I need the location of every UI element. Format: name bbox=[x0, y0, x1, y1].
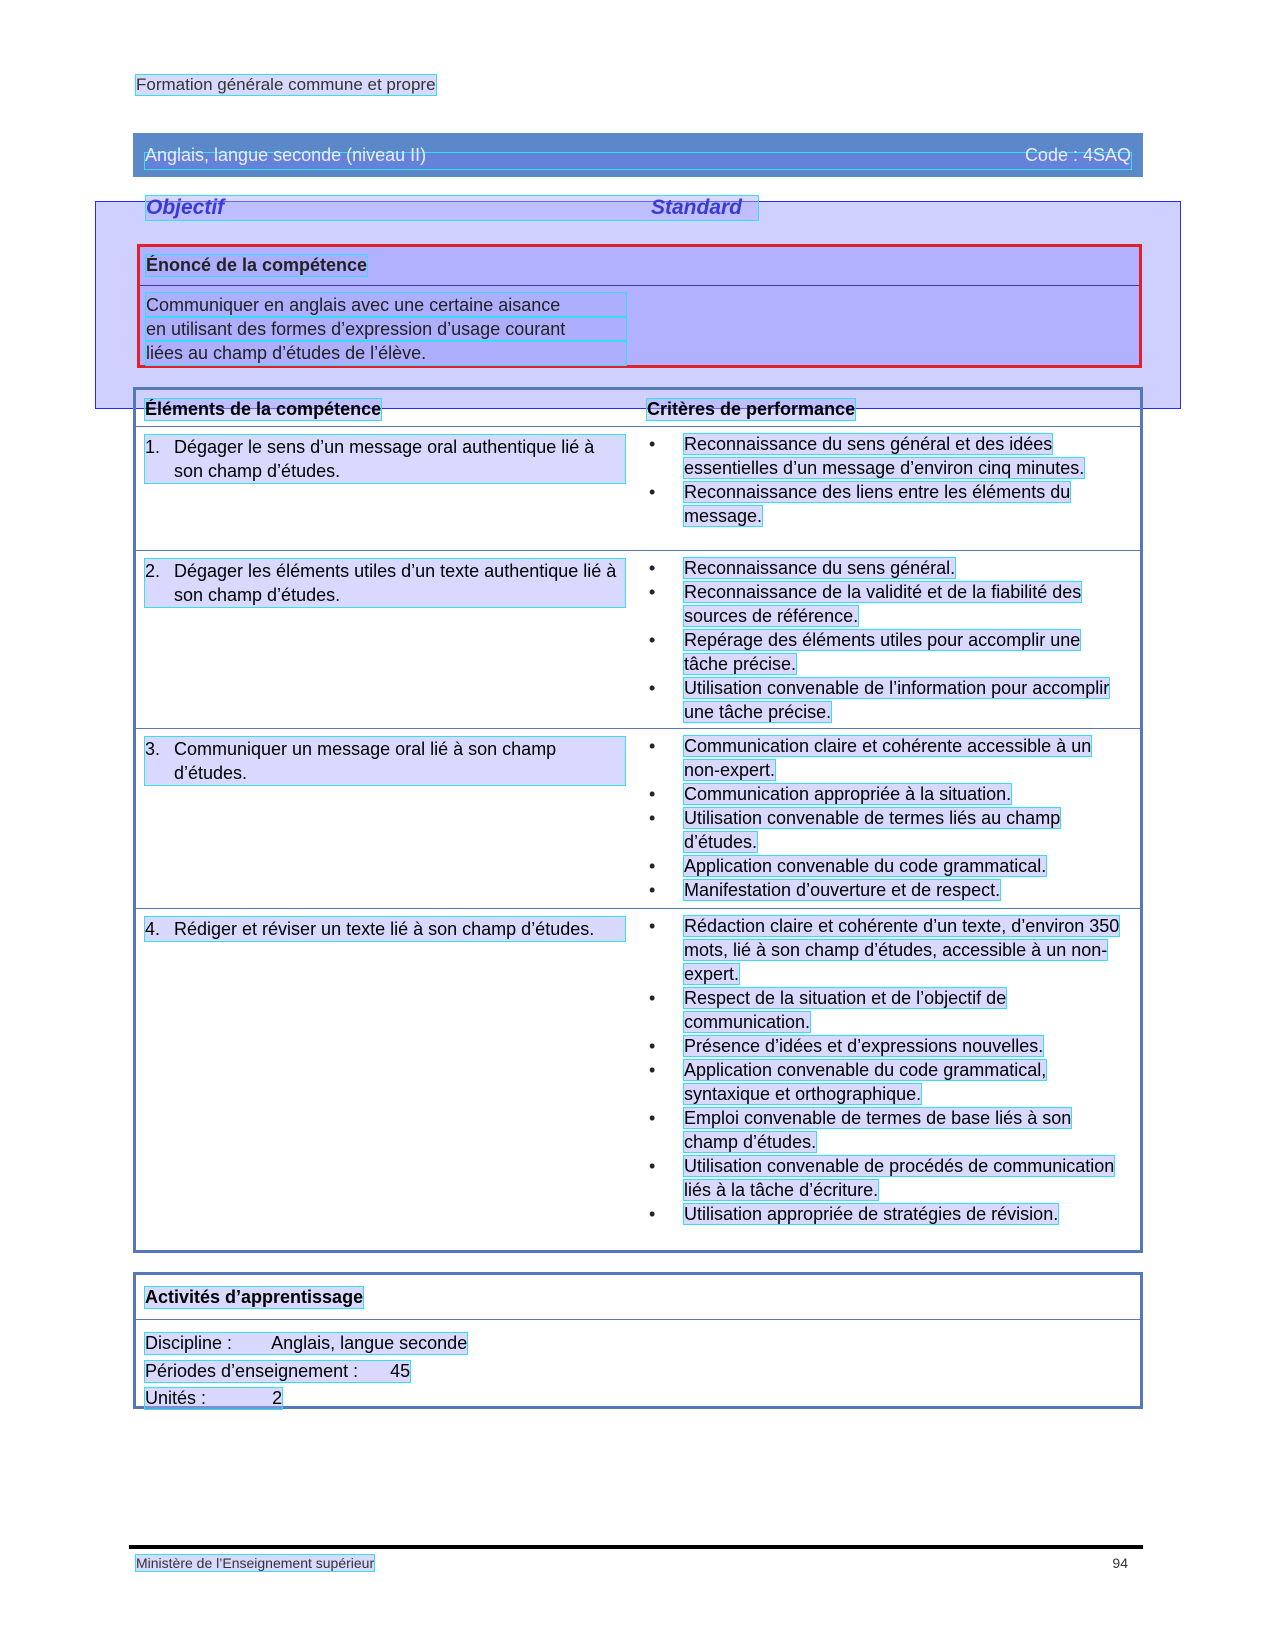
competency-line: liées au champ d’études de l’élève. bbox=[146, 341, 626, 365]
bullet-icon: • bbox=[649, 880, 656, 900]
criterion: • Communication claire et cohérente accessible à un non-expert. bbox=[649, 736, 1092, 780]
bullet-icon: • bbox=[649, 1060, 656, 1080]
criterion: • Respect de la situation et de l’objectif de communication. bbox=[649, 988, 1007, 1032]
element-text: Dégager le sens d’un message oral authentique lié à son champ d’études. bbox=[145, 435, 625, 483]
competency-line: en utilisant des formes d’expression d’usage courant bbox=[146, 317, 626, 341]
competency-title: Énoncé de la compétence bbox=[146, 255, 368, 275]
element-text: Communiquer un message oral lié à son champ d’études. bbox=[145, 737, 625, 785]
footer-ministry: Ministère de l’Enseignement supérieur bbox=[136, 1555, 375, 1571]
bullet-icon: • bbox=[649, 856, 656, 876]
element-cell bbox=[145, 917, 625, 941]
bullet-icon: • bbox=[649, 434, 656, 454]
element-number: 4. bbox=[145, 919, 161, 939]
element-text: Rédiger et réviser un texte lié à son champ d’études. bbox=[145, 917, 625, 941]
competency-line: Communiquer en anglais avec une certaine aisance bbox=[146, 293, 626, 317]
criterion: • Reconnaissance du sens général et des idées essentielles d’un message d’environ cinq minutes. bbox=[649, 434, 1085, 478]
criterion: • Manifestation d’ouverture et de respect. bbox=[649, 880, 1001, 900]
criterion: • Application convenable du code grammatical. bbox=[649, 856, 1047, 876]
criterion: • Communication appropriée à la situation. bbox=[649, 784, 1012, 804]
discipline-line bbox=[145, 1333, 467, 1354]
page-number: 94 bbox=[1112, 1555, 1128, 1571]
footer-rule bbox=[129, 1545, 1143, 1549]
course-name: Anglais, langue seconde (niveau II) bbox=[145, 145, 427, 165]
divider bbox=[136, 1319, 1140, 1320]
bullet-icon: • bbox=[649, 1108, 656, 1128]
table-row bbox=[136, 550, 1140, 729]
criteria-list bbox=[647, 432, 1127, 528]
criterion: • Reconnaissance de la validité et de la fiabilité des sources de référence. bbox=[649, 582, 1082, 626]
criterion: • Repérage des éléments utiles pour accomplir une tâche précise. bbox=[649, 630, 1081, 674]
bullet-icon: • bbox=[649, 736, 656, 756]
bullet-icon: • bbox=[649, 916, 656, 936]
element-cell bbox=[145, 559, 625, 607]
bullet-icon: • bbox=[649, 808, 656, 828]
units-label: Unités : bbox=[145, 1388, 207, 1408]
criteria-list bbox=[647, 734, 1127, 902]
criterion: • Reconnaissance des liens entre les éléments du message. bbox=[649, 482, 1071, 526]
criteria-header: Critères de performance bbox=[647, 399, 856, 419]
table-row bbox=[136, 426, 1140, 551]
bullet-icon: • bbox=[649, 1036, 656, 1056]
activities-title: Activités d’apprentissage bbox=[145, 1287, 364, 1307]
periods-label: Périodes d’enseignement : bbox=[145, 1361, 359, 1381]
element-cell bbox=[145, 737, 625, 785]
discipline-label: Discipline : bbox=[145, 1333, 233, 1353]
elements-header: Éléments de la compétence bbox=[145, 399, 382, 419]
criterion: • Utilisation convenable de termes liés au champ d’études. bbox=[649, 808, 1061, 852]
standard-heading: Standard bbox=[651, 196, 743, 219]
units-line bbox=[145, 1388, 282, 1409]
criterion: • Emploi convenable de termes de base liés à son champ d’études. bbox=[649, 1108, 1072, 1152]
course-code: Code : 4SAQ bbox=[1024, 145, 1131, 165]
bullet-icon: • bbox=[649, 482, 656, 502]
criterion: • Utilisation appropriée de stratégies de révision. bbox=[649, 1204, 1059, 1224]
bullet-icon: • bbox=[649, 582, 656, 602]
criteria-list bbox=[647, 556, 1127, 724]
bullet-icon: • bbox=[649, 1156, 656, 1176]
discipline-value: Anglais, langue seconde bbox=[271, 1333, 468, 1353]
course-banner bbox=[133, 133, 1143, 177]
periods-value: 45 bbox=[390, 1361, 411, 1381]
bullet-icon: • bbox=[649, 678, 656, 698]
divider bbox=[140, 285, 1139, 286]
units-value: 2 bbox=[272, 1388, 283, 1408]
table-row bbox=[136, 728, 1140, 909]
criterion: • Reconnaissance du sens général. bbox=[649, 558, 956, 578]
periods-line bbox=[145, 1361, 410, 1382]
performance-table bbox=[133, 387, 1143, 1253]
criterion: • Utilisation convenable de l’information pour accomplir une tâche précise. bbox=[649, 678, 1110, 722]
element-text: Dégager les éléments utiles d’un texte authentique lié à son champ d’études. bbox=[145, 559, 625, 607]
bullet-icon: • bbox=[649, 630, 656, 650]
bullet-icon: • bbox=[649, 1204, 656, 1224]
criterion: • Rédaction claire et cohérente d’un texte, d’environ 350 mots, lié à son champ d’études, accessible à un non-expert. bbox=[649, 916, 1120, 984]
element-number: 3. bbox=[145, 739, 161, 759]
criterion: • Utilisation convenable de procédés de communication liés à la tâche d’écriture. bbox=[649, 1156, 1115, 1200]
bullet-icon: • bbox=[649, 558, 656, 578]
criteria-list bbox=[647, 914, 1127, 1226]
competency-text bbox=[146, 293, 626, 365]
element-cell bbox=[145, 435, 625, 483]
table-row bbox=[136, 908, 1140, 1251]
competency-statement-box bbox=[137, 244, 1142, 368]
program-header: Formation générale commune et propre bbox=[136, 75, 436, 94]
objective-heading: Objectif bbox=[146, 196, 758, 220]
criterion: • Application convenable du code grammatical, syntaxique et orthographique. bbox=[649, 1060, 1047, 1104]
learning-activities-box bbox=[133, 1272, 1143, 1409]
criterion: • Présence d’idées et d’expressions nouvelles. bbox=[649, 1036, 1044, 1056]
bullet-icon: • bbox=[649, 784, 656, 804]
bullet-icon: • bbox=[649, 988, 656, 1008]
element-number: 1. bbox=[145, 437, 161, 457]
element-number: 2. bbox=[145, 561, 161, 581]
